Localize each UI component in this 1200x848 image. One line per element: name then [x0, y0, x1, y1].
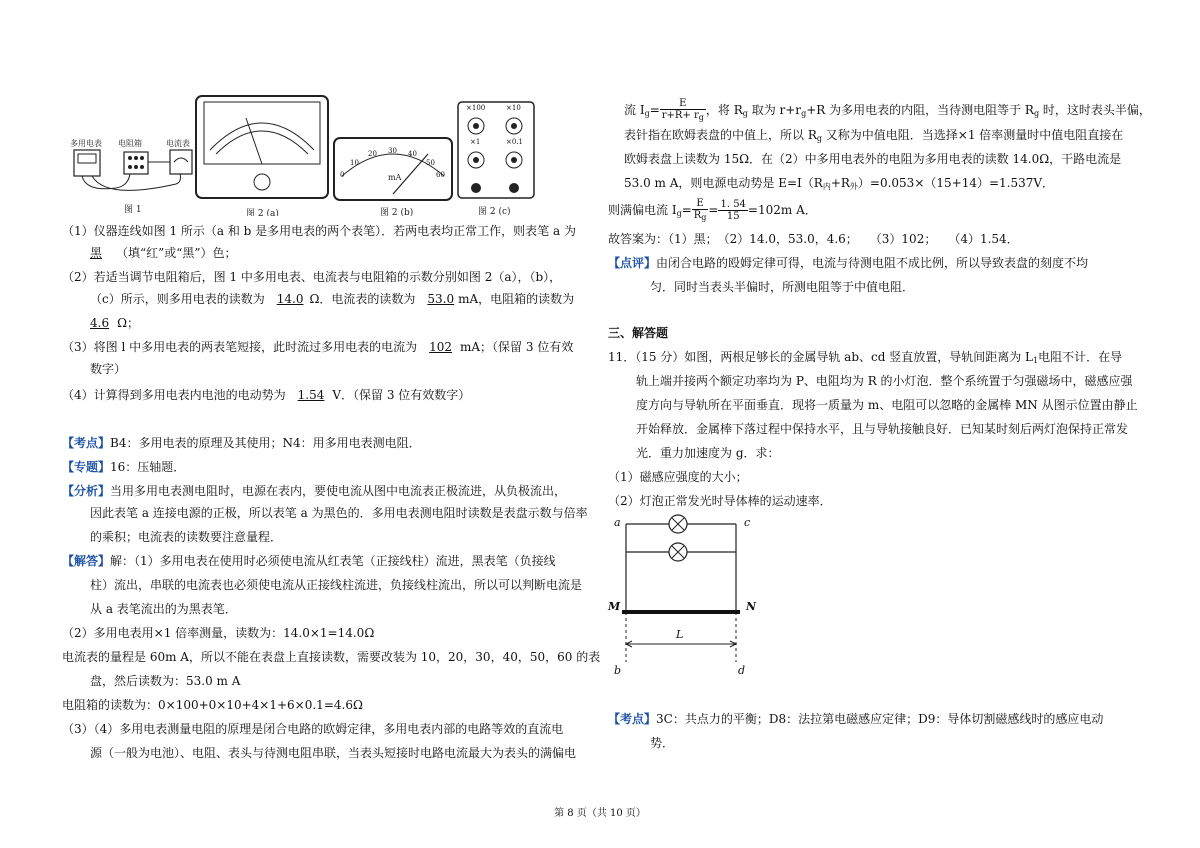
q2-line-1: （2）若适当调节电阻箱后，图 1 中多用电表、电流表与电阻箱的示数分别如图 2（a），（b），: [62, 270, 562, 284]
fig2c-label-x01: ×0.1: [506, 138, 523, 146]
q11-sub-2: （2）灯泡正常发光时导体棒的运动速率．: [608, 494, 832, 508]
fig2c-label-x1: ×1: [470, 138, 481, 146]
fenxi-line-1: 【分析】当用多用电表测电阻时，电源在表内，要使电流从图中电流表正极流进，从负极流出，: [62, 484, 567, 498]
r-line-5: 则满偏电流 $I_g=$ $\frac{E}{R_g}$ = $\frac{1. 54}{15}$ =102m A．: [608, 198, 817, 222]
q2-line-3: 4.6 Ω；: [90, 316, 140, 330]
q4-answer-blank: 1.54: [297, 388, 325, 402]
fig-label-c: c: [744, 516, 751, 529]
q1-answer-blank: 黑: [90, 246, 103, 260]
rails-diagram-svg: [608, 514, 768, 684]
jieda-line-5: 电流表的量程是 60m A，所以不能在表盘上直接读数，需要改装为 10，20，30，40，50，60 的表: [62, 650, 601, 664]
figure-1-circuit: [66, 92, 200, 214]
fig-label-b: b: [614, 664, 622, 677]
fig2c-caption: 图 2 (c): [478, 207, 511, 216]
formula-ig-fraction-3: $\frac{1. 54}{15}$: [720, 199, 746, 222]
kaodian-line: 【考点】B4：多用电表的原理及其使用；N4：用多用电表测电阻．: [62, 436, 421, 450]
circuit-diagram-svg: [66, 92, 200, 214]
jieda-line-7: 电阻箱的读数为：0×100+0×10+4×1+6×0.1=4.6Ω: [62, 698, 363, 712]
fig1-caption: 图 1: [124, 205, 142, 214]
kaodian-line-right: 【考点】3C：共点力的平衡；D8：法拉第电磁感应定律；D9：导体切割磁感线时的感应电动: [608, 712, 1104, 726]
q4-line: （4）计算得到多用电表内电池的电动势为 1.54 V．（保留 3 位有效数字）: [62, 388, 471, 402]
q11-line-2: 轨上端并接两个额定功率均为 P、电阻均为 R 的小灯泡．整个系统置于匀强磁场中，磁感应强: [636, 374, 1133, 388]
fig2a-caption: 图 2 (a): [246, 209, 279, 216]
q2-answer-blank-3: 4.6: [90, 316, 110, 330]
fig1-ammeter-label: 电流表: [166, 139, 190, 148]
q1-line: （1）仪器连线如图 1 所示（a 和 b 是多用电表的两个表笔）．若两电表均正常工作，则表笔 a 为: [62, 224, 576, 238]
fig1-meter-label: 多用电表: [70, 139, 102, 148]
dianping-line-1: 【点评】由闭合电路的殴姆定律可得，电流与待测电阻不成比例，所以导致表盘的刻度不均: [608, 256, 1089, 270]
fig2b-caption: 图 2 (b): [380, 208, 414, 216]
figure-2c-resistance-box: [456, 100, 538, 216]
fig-label-N: N: [746, 600, 757, 613]
jieda-line-1: 【解答】解：（1）多用电表在使用时必须使电流从红表笔（正接线柱）流进，黑表笔（负接线: [62, 554, 556, 568]
q2-answer-blank-2: 53.0: [427, 292, 455, 306]
dianping-line-2: 匀．同时当表头半偏时，所测电阻等于中值电阻．: [650, 280, 915, 294]
fig2b-tick-6: 60: [436, 171, 445, 179]
q11-line-5: 光．重力加速度为 g．求：: [636, 446, 780, 460]
q1-line-2: [90, 246, 237, 260]
r-line-4: 53.0 m A，则电源电动势是 $E=I(R_内+R_外)=0.053\times(15+14)=1.537V$．: [624, 176, 1055, 191]
figure-2b-ammeter: [332, 136, 456, 216]
q2-answer-blank-1: 14.0: [276, 292, 304, 306]
fig2b-unit: mA: [388, 173, 402, 182]
q11-line-4: 开始释放．金属棒下落过程中保持水平，且与导轨接触良好．已知某时刻后两灯泡保持正常发: [636, 422, 1129, 436]
jieda-line-6: 盘，然后读数为：53.0 m A: [90, 674, 241, 688]
zhuanti-tag: 【专题】: [62, 460, 111, 474]
q3-line-1: （3）将图 l 中多用电表的两表笔短接，此时流过多用电表的电流为 102 mA；（保留 3 位有效: [62, 340, 574, 354]
r-line-1: 流 $I_g=$ $\frac{E}{r+R+ r_g}$ ，将 $R_g$ 取为 $r+r_g+R$ 为多用电表的内阻，当待测电阻等于 $R_g$ 时，这时表头半偏，: [624, 98, 1151, 122]
fig2c-label-x100: ×100: [466, 104, 486, 112]
multimeter-dial-svg: [194, 94, 332, 216]
page-footer: 第 8 页（共 10 页）: [554, 808, 646, 819]
dianping-tag: 【点评】: [608, 256, 657, 270]
q11-line-1: 11．（15 分）如图，两根足够长的金属导轨 ab、cd 竖直放置，导轨间距离为 $L_1$电阻不计．在导: [608, 350, 1123, 365]
answer-summary: 故答案为：（1）黑； （2）14.0，53.0，4.6； （3）102； （4）1.54．: [608, 232, 1019, 246]
fig2b-tick-3: 30: [388, 147, 397, 155]
figure-2a-multimeter: [194, 94, 332, 216]
jieda-line-8: （3）（4）多用电表测量电阻的原理是闭合电路的欧姆定律，多用电表内部的电路等效的直流电: [62, 722, 564, 736]
fig-label-L: L: [676, 628, 684, 641]
kaodian-line-right-2: 势．: [650, 736, 675, 750]
q2-line-2: （c）所示，则多用电表的读数为 14.0 Ω．电流表的读数为 53.0 mA，电阻箱的读数为: [90, 292, 575, 306]
kaodian-tag-right: 【考点】: [608, 712, 657, 726]
fig-label-M: M: [608, 600, 621, 613]
r-line-3: 欧姆表盘上读数为 15Ω．在（2）中多用电表外的电阻为多用电表的读数 14.0Ω，干路电流是: [624, 152, 1122, 166]
fenxi-tag: 【分析】: [62, 484, 111, 498]
fig-label-a: a: [614, 516, 621, 529]
q1-rest: （填“红”或“黑”）色；: [116, 246, 237, 260]
section-heading: 三、解答题: [608, 326, 669, 340]
fig2b-tick-2: 20: [368, 150, 377, 158]
q11-line-3: 度方向与导轨所在平面垂直．现将一质量为 m、电阻可以忽略的金属棒 MN 从图示位置由静止: [636, 398, 1138, 412]
zhuanti-line: 【专题】16：压轴题．: [62, 460, 186, 474]
q3-answer-blank: 102: [429, 340, 453, 354]
jieda-line-3: 从 a 表笔流出的为黑表笔．: [90, 602, 237, 616]
q11-sub-1: （1）磁感应强度的大小；: [608, 470, 748, 484]
resistance-box-svg: [456, 100, 538, 216]
fenxi-line-3: 的乘积；电流表的读数要注意量程．: [90, 530, 283, 544]
kaodian-tag: 【考点】: [62, 436, 111, 450]
fig2b-tick-0: 0: [340, 171, 345, 179]
fig-label-d: d: [738, 664, 746, 677]
fig2b-tick-5: 50: [426, 159, 435, 167]
fig2b-tick-1: 10: [350, 159, 359, 167]
q3-line-2: 数字）: [90, 362, 127, 376]
fig1-box-label: 电阻箱: [118, 139, 142, 148]
jieda-line-4: （2）多用电表用×1 倍率测量，读数为：14.0×1=14.0Ω: [62, 626, 375, 640]
figure-rails-circuit: [608, 514, 768, 684]
fig2c-label-x10: ×10: [506, 104, 521, 112]
jieda-line-9: 源（一般为电池）、电阻、表头与待测电阻串联，当表头短接时电路电流最大为表头的满偏电: [90, 746, 577, 760]
fenxi-line-2: 因此表笔 a 连接电源的正极，所以表笔 a 为黑色的．多用电表测电阻时读数是表盘示数与倍率: [90, 506, 588, 520]
jieda-tag: 【解答】: [62, 554, 111, 568]
jieda-line-2: 柱）流出，串联的电流表也必须使电流从正接线柱流进，负接线柱流出，所以可以判断电流是: [90, 578, 583, 592]
formula-ig-fraction-2: $\frac{E}{R_g}$: [693, 198, 707, 222]
fig2b-tick-4: 40: [408, 150, 417, 158]
r-line-2: 表针指在欧姆表盘的中值上，所以 $R_g$ 又称为中值电阻．当选择×1 倍率测量时中值电阻直接在: [624, 128, 1124, 143]
formula-ig-fraction: $\frac{E}{r+R+ r_g}$: [661, 98, 704, 122]
